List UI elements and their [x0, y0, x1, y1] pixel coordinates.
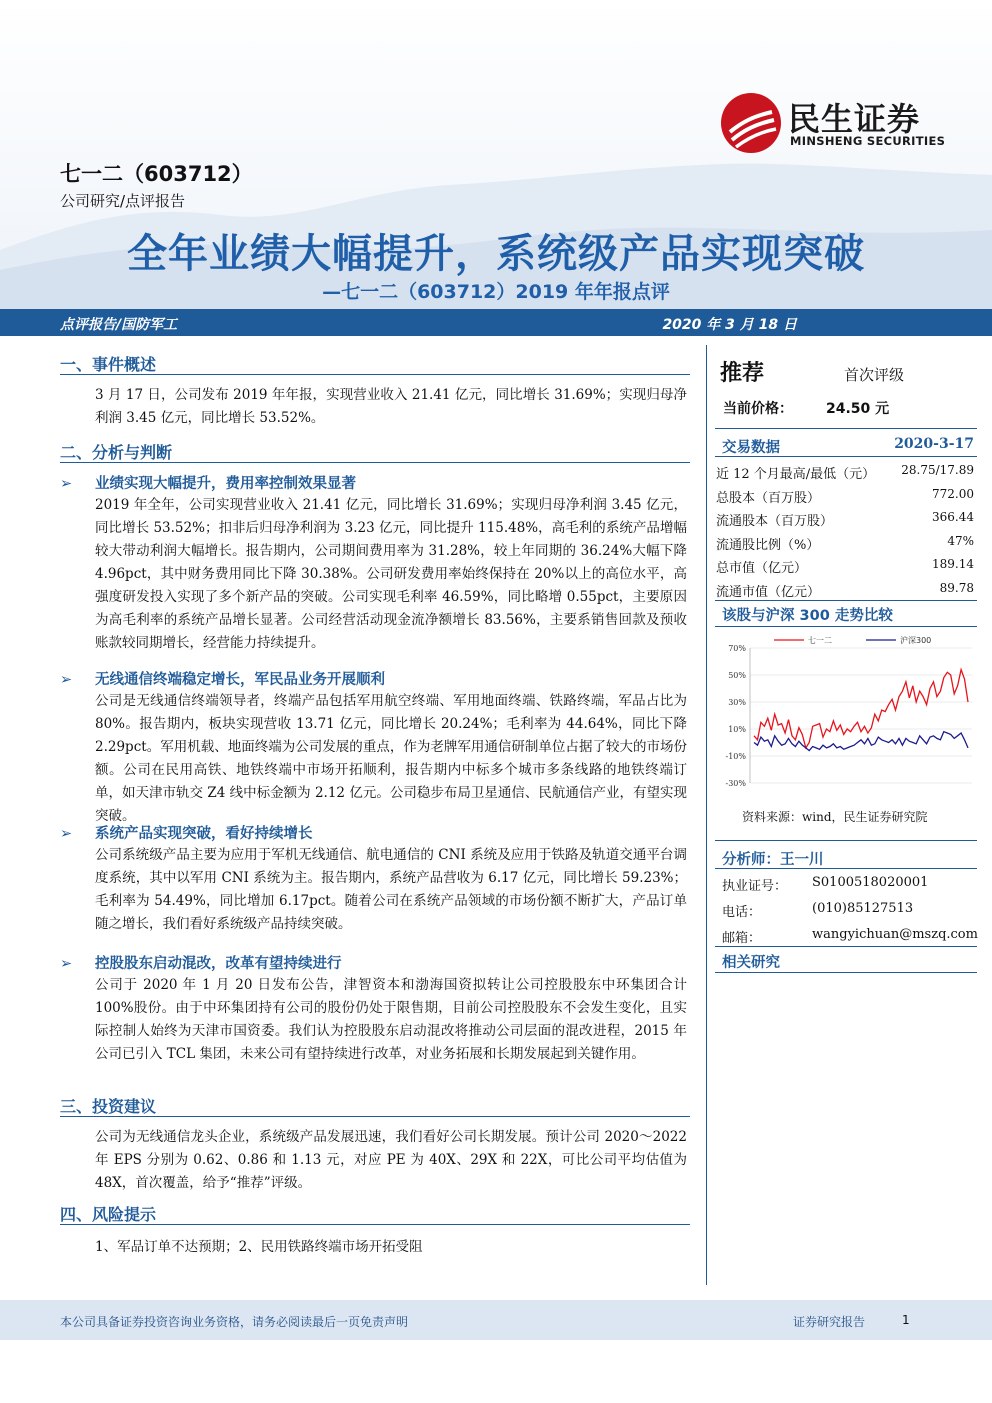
trade-data-table	[716, 460, 974, 602]
chart-lines	[754, 670, 968, 751]
section-divider	[60, 462, 690, 463]
brand-logo	[720, 92, 960, 158]
trade-data-date: 2020-3-17	[894, 436, 974, 452]
trade-row: 总股本（百万股） 772.00	[716, 486, 974, 506]
bullet-arrow-icon: ➢	[60, 826, 73, 842]
report-type-label: 点评报告/国防军工	[60, 317, 178, 333]
trade-row: 总市值（亿元） 189.14	[716, 557, 974, 577]
section-title-risk: 四、风险提示	[60, 1205, 157, 1224]
rating-note: 首次评级	[844, 366, 905, 384]
chart-grid	[750, 648, 972, 783]
bullet-arrow-icon: ➢	[60, 956, 73, 972]
chart-y-tick-label: 10%	[728, 725, 746, 734]
chart-y-tick-label: -10%	[725, 752, 746, 761]
sidebar-divider	[715, 972, 977, 973]
chart-y-tick-label: 70%	[728, 644, 746, 653]
section-title-analysis: 二、分析与判断	[60, 443, 173, 462]
bullet-heading-performance: ➢ 业绩实现大幅提升，费用率控制效果显著	[60, 476, 356, 492]
report-title: 全年业绩大幅提升，系统级产品实现突破	[127, 231, 865, 277]
section-title-investment: 三、投资建议	[60, 1097, 157, 1116]
price-comparison-chart	[716, 628, 978, 796]
investment-text: 公司为无线通信龙头企业，系统级产品发展迅速，我们看好公司长期发展。预计公司 2020～2022 年 EPS 分别为 0.62、0.86 和 1.13 元，对应 PE 为 40X、29X 和 22X，可比公司平均估值为 48X，首次覆盖，给予“推荐”评级。	[95, 1129, 687, 1191]
sidebar-divider	[715, 626, 977, 627]
trade-row: 流通股比例（%） 47%	[716, 533, 974, 553]
trade-row: 近 12 个月最高/最低（元） 28.75/17.89	[716, 463, 974, 482]
brand-name-cn: 民生证券	[788, 100, 921, 138]
sidebar-divider	[715, 428, 977, 429]
brand-name-en: MINSHENG SECURITIES	[790, 134, 946, 148]
section-title-event: 一、事件概述	[60, 355, 157, 374]
sidebar-divider	[715, 868, 977, 869]
system-text: 公司系统级产品主要为应用于军机无线通信、航电通信的 CNI 系统及应用于铁路及轨道交通平台调度系统，其中以军用 CNI 系统为主。报告期内，系统产品营收为 6.17 亿元，同比增长 59.23%；毛利率为 54.49%，同比增加 6.17pct。随着公司在系统产品领域的市场份额不断扩大，产品订单随之增长，我们看好系统级产品持续突破。	[95, 847, 687, 932]
section-divider	[60, 374, 690, 375]
bullet-arrow-icon: ➢	[60, 672, 73, 688]
price-label: 当前价格：	[723, 401, 793, 417]
bullet-heading-terminal: ➢ 无线通信终端稳定增长，军民品业务开展顺利	[60, 672, 385, 688]
sidebar-divider	[715, 840, 977, 841]
chart-y-ticks	[726, 644, 747, 788]
analyst-title: 分析师：王一川	[722, 852, 824, 868]
related-research-title: 相关研究	[722, 955, 780, 971]
report-date: 2020 年 3 月 18 日	[662, 317, 797, 333]
footer-disclaimer: 本公司具备证券投资咨询业务资格，请务必阅读最后一页免责声明	[60, 1315, 409, 1329]
chart-y-tick-label: 30%	[728, 698, 746, 707]
performance-text: 2019 年全年，公司实现营业收入 21.41 亿元，同比增长 31.69%；实现归母净利润 3.45 亿元，同比增长 53.52%；扣非后归母净利润为 3.23 亿元，同比提升 115.48%，高毛利的系统产品增幅较大带动利润大幅增长。报告期内，公司期间费用率为 31.28%，较上年同期的 36.24%大幅下降 4.96pct，其中财务费用同比下降 30.38%。公司研发费用率始终保持在 20%以上的高位水平，高强度研发投入实现了多个新产品的突破。公司实现毛利率 46.59%，同比略增 0.55pct，主要原因为高毛利率的系统产品增长显著。公司经营活动现金流净额增长 83.56%，主要系销售回款及预收账款较同期增长，经营能力持续提升。	[95, 497, 687, 651]
chart-y-tick-label: 50%	[728, 671, 746, 680]
rating-value: 推荐	[720, 361, 765, 386]
column-divider	[706, 345, 707, 1285]
bullet-arrow-icon: ➢	[60, 476, 73, 492]
sidebar-divider	[715, 946, 977, 947]
trade-row: 流通市值（亿元） 89.78	[716, 580, 974, 600]
risk-text: 1、军品订单不达预期；2、民用铁路终端市场开拓受阻	[95, 1239, 423, 1255]
reform-text: 公司于 2020 年 1 月 20 日发布公告，津智资本和渤海国资拟转让公司控股股东中环集团合计 100%股份。由于中环集团持有公司的股份仍处于限售期，目前公司控股股东不会发生变化，且实际控制人始终为天津市国资委。我们认为控股股东启动混改将推动公司层面的混改进程，2015 年公司已引入 TCL 集团，未来公司有望持续进行改革，对业务拓展和长期发展起到关键作用。	[95, 977, 687, 1062]
report-category: 公司研究/点评报告	[60, 192, 186, 210]
chart-legend-label: 七一二	[808, 636, 832, 645]
chart-legend-label: 沪深300	[900, 636, 932, 645]
chart-title: 该股与沪深 300 走势比较	[722, 608, 893, 624]
sidebar-divider	[715, 456, 977, 457]
chart-series-line	[754, 670, 968, 748]
chart-y-tick-label: -30%	[725, 779, 746, 788]
price-value: 24.50 元	[826, 401, 890, 417]
sidebar-divider	[715, 600, 977, 601]
terminal-text: 公司是无线通信终端领导者，终端产品包括军用航空终端、军用地面终端、铁路终端，军品占比为 80%。报告期内，板块实现营收 13.71 亿元，同比增长 20.24%；毛利率为 44.64%，同比下降 2.29pct。军用机载、地面终端为公司发展的重点，作为老牌军用通信研制单位占据了较大的市场份额。公司在民用高铁、地铁终端中市场开拓顺利，报告期内中标多个城市多条线路的地铁终端订单，如天津市轨交 Z4 线中标金额为 2.12 亿元。公司稳步布局卫星通信、民航通信产业，有望实现突破。	[95, 693, 687, 824]
minsheng-logo-icon	[720, 92, 782, 154]
page-footer	[0, 1300, 992, 1340]
report-info-band	[0, 309, 992, 336]
footer-report-type: 证券研究报告	[793, 1315, 866, 1329]
chart-source: 资料来源：wind，民生证券研究院	[742, 810, 928, 824]
bullet-heading-system: ➢ 系统产品实现突破，看好持续增长	[60, 826, 313, 842]
event-summary-text: 3 月 17 日，公司发布 2019 年年报，实现营业收入 21.41 亿元，同比增长 31.69%；实现归母净利润 3.45 亿元，同比增长 53.52%。	[95, 387, 687, 426]
report-subtitle: —七一二（603712）2019 年年报点评	[322, 281, 670, 303]
trade-row: 流通股本（百万股） 366.44	[716, 510, 974, 530]
chart-legend	[774, 635, 931, 645]
page-number: 1	[902, 1313, 910, 1327]
section-divider	[60, 1116, 690, 1117]
chart-series-line	[754, 732, 968, 751]
section-divider	[60, 1224, 690, 1225]
bullet-heading-reform: ➢ 控股股东启动混改，改革有望持续进行	[60, 956, 342, 972]
trade-data-title: 交易数据	[722, 440, 780, 456]
company-name: 七一二（603712）	[60, 162, 253, 186]
